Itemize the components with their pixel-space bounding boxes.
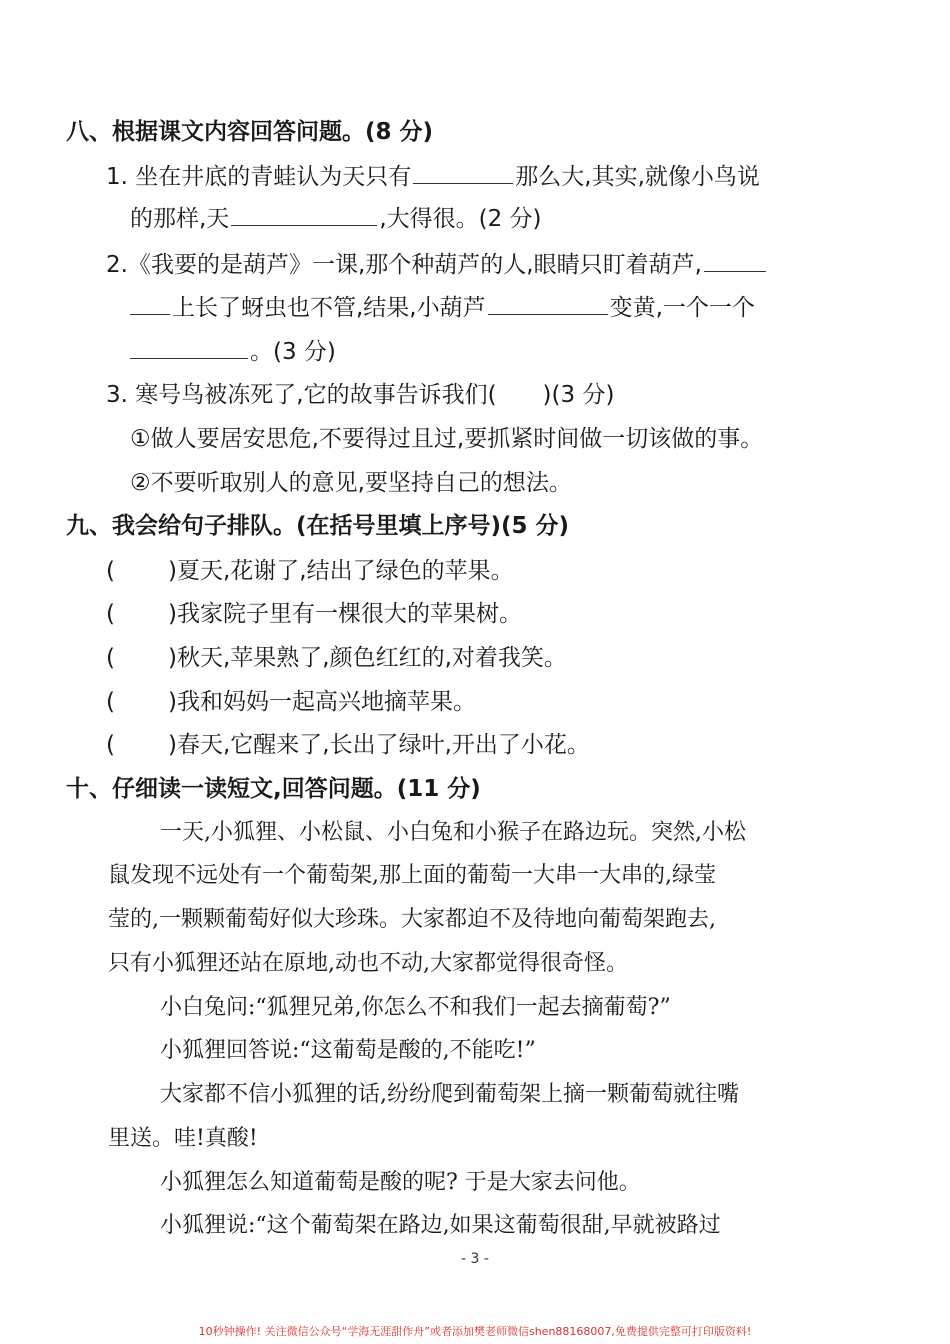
q1-blank-2[interactable] — [231, 203, 377, 226]
passage-line: 鼠发现不远处有一个葡萄架,那上面的葡萄一大串一大串的,绿莹 — [108, 863, 716, 888]
sentence-order-item — [106, 730, 590, 760]
passage-line: 小白兔问:“狐狸兄弟,你怎么不和我们一起去摘葡萄?” — [160, 995, 671, 1020]
question-8-2-line-2 — [130, 292, 755, 323]
question-8-3-stem — [106, 380, 614, 410]
order-paren-3[interactable]: ( — [106, 645, 115, 671]
q1-text-c: 的那样,天 — [130, 206, 230, 232]
passage-line: 莹的,一颗颗葡萄好似大珍珠。大家都迫不及待地向葡萄架跑去, — [108, 907, 716, 932]
passage-line: 小狐狸怎么知道葡萄是酸的呢? 于是大家去问他。 — [160, 1170, 641, 1195]
q1-text-a: 1. 坐在井底的青蛙认为天只有 — [106, 164, 412, 190]
q3-stem-b: )(3 分) — [542, 382, 615, 408]
order-paren-1[interactable]: ( — [106, 558, 115, 584]
q2-text-b: 上长了蚜虫也不管,结果,小葫芦 — [172, 295, 486, 321]
sentence-text: )秋天,苹果熟了,颜色红红的,对着我笑。 — [168, 645, 567, 671]
q1-text-b: 那么大,其实,就像小鸟说 — [515, 164, 760, 190]
q3-stem-a: 3. 寒号鸟被冻死了,它的故事告诉我们( — [106, 382, 497, 408]
q2-blank-1a[interactable] — [704, 249, 766, 272]
sentence-text: )夏天,花谢了,结出了绿色的苹果。 — [168, 558, 514, 584]
section-8-title: 八、根据课文内容回答问题。(8 分) — [66, 119, 434, 145]
passage-line: 小狐狸说:“这个葡萄架在路边,如果这葡萄很甜,早就被路过 — [160, 1213, 721, 1238]
question-8-2-line-3 — [130, 336, 336, 367]
passage-line: 大家都不信小狐狸的话,纷纷爬到葡萄架上摘一颗葡萄就往嘴 — [160, 1082, 739, 1107]
q2-blank-1b[interactable] — [130, 292, 170, 315]
passage-line: 小狐狸回答说:“这葡萄是酸的,不能吃!” — [160, 1038, 536, 1063]
q2-blank-2[interactable] — [488, 292, 608, 315]
footer-notice: 10秒钟操作! 关注微信公众号“学海无涯甜作舟”或者添加樊老师微信shen88168007,免费提供完整可打印版资料! — [198, 1325, 752, 1338]
q3-option-1: ①做人要居安思危,不要得过且过,要抓紧时间做一切该做的事。 — [130, 426, 764, 452]
q2-text-a: 2.《我要的是葫芦》一课,那个种葫芦的人,眼睛只盯着葫芦, — [106, 252, 702, 278]
q2-text-d: 。(3 分) — [250, 339, 336, 365]
order-paren-4[interactable]: ( — [106, 689, 115, 715]
passage-line: 只有小狐狸还站在原地,动也不动,大家都觉得很奇怪。 — [108, 951, 628, 976]
passage-line: 里送。哇!真酸! — [108, 1126, 258, 1151]
section-9-title: 九、我会给句子排队。(在括号里填上序号)(5 分) — [66, 513, 570, 539]
page-number: - 3 - — [461, 1251, 489, 1267]
sentence-text: )春天,它醒来了,长出了绿叶,开出了小花。 — [168, 732, 590, 758]
sentence-order-item — [106, 643, 567, 673]
passage-line: 一天,小狐狸、小松鼠、小白兔和小猴子在路边玩。突然,小松 — [160, 820, 746, 845]
question-8-2-line-1 — [106, 249, 768, 280]
section-10-title: 十、仔细读一读短文,回答问题。(11 分) — [66, 776, 481, 802]
sentence-order-item — [106, 687, 476, 717]
question-8-1-line-1 — [106, 161, 760, 192]
q2-blank-3[interactable] — [130, 336, 248, 359]
q1-text-d: ,大得很。(2 分) — [379, 206, 542, 232]
q2-text-c: 变黄,一个一个 — [609, 295, 755, 321]
sentence-text: )我和妈妈一起高兴地摘苹果。 — [168, 689, 476, 715]
sentence-order-item — [106, 556, 514, 586]
q3-option-2: ②不要听取别人的意见,要坚持自己的想法。 — [130, 470, 572, 496]
q1-blank-1[interactable] — [413, 161, 513, 184]
order-paren-2[interactable]: ( — [106, 601, 115, 627]
question-8-1-line-2 — [130, 203, 542, 234]
sentence-text: )我家院子里有一棵很大的苹果树。 — [168, 601, 522, 627]
sentence-order-item — [106, 599, 522, 629]
order-paren-5[interactable]: ( — [106, 732, 115, 758]
